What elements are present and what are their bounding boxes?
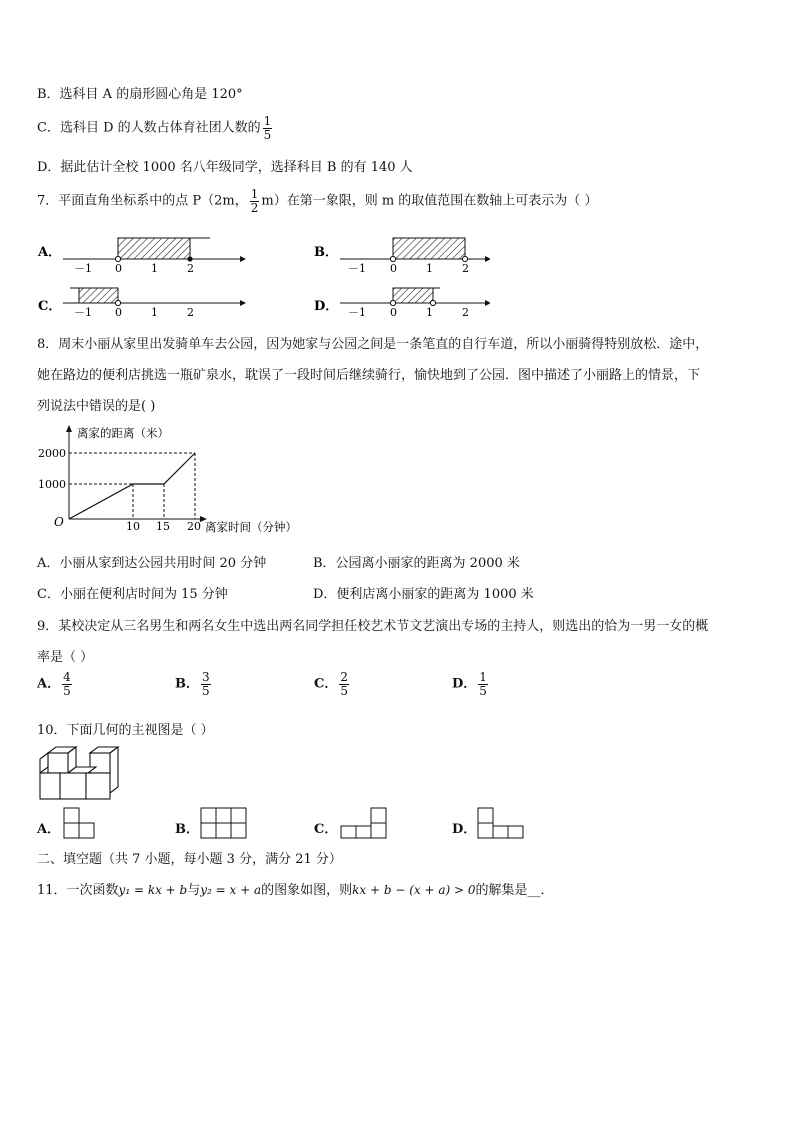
graph-xtick-20: 20 — [187, 520, 201, 533]
svg-text:1: 1 — [426, 306, 433, 319]
q9-option-b-fraction — [201, 671, 211, 697]
graph-x-label: 离家时间（分钟） — [205, 520, 297, 534]
q10-option-d-label: D． — [452, 822, 477, 837]
q6-option-c — [37, 115, 274, 141]
fraction-numerator: 1 — [479, 670, 487, 684]
section-fill-in-heading: 二、填空题（共 7 小题，每小题 3 分，满分 21 分） — [37, 852, 342, 867]
fraction-denominator: 2 — [250, 200, 259, 215]
svg-text:1: 1 — [151, 262, 158, 275]
q7-stem-fraction — [250, 188, 260, 214]
q11-mid: 与 — [187, 883, 201, 898]
fraction-denominator: 5 — [479, 683, 487, 698]
svg-text:1: 1 — [151, 306, 158, 319]
q10-option-d-view — [476, 806, 528, 840]
q9-stem-line2: 率是（ ） — [37, 650, 94, 665]
q8-option-d: D．便利店离小丽家的距离为 1000 米 — [313, 587, 534, 602]
svg-text:2: 2 — [187, 262, 194, 275]
q7-stem-post: m）在第一象限，则 m 的取值范围在数轴上可表示为（ ） — [261, 193, 598, 209]
q9-option-a — [37, 671, 74, 697]
q7-option-d-label: D． — [314, 299, 339, 314]
q10-option-a-view — [62, 806, 96, 840]
q10-option-b-view — [199, 806, 249, 840]
svg-text:0: 0 — [390, 262, 397, 275]
fraction-numerator: 2 — [340, 670, 348, 684]
graph-xtick-10: 10 — [126, 520, 140, 533]
q7-option-c-label: C． — [38, 299, 62, 314]
fraction-denominator: 5 — [263, 127, 272, 142]
q9-option-d-label: D． — [452, 676, 477, 692]
q9-option-b-label: B． — [175, 676, 199, 692]
svg-text:2: 2 — [462, 306, 469, 319]
svg-text:2: 2 — [187, 306, 194, 319]
fraction-denominator: 5 — [202, 683, 210, 698]
fraction-denominator: 5 — [63, 683, 71, 698]
q9-option-b — [175, 671, 213, 697]
svg-text:－1: －1 — [348, 262, 366, 275]
svg-text:0: 0 — [390, 306, 397, 319]
q8-stem-line2: 她在路边的便利店挑选一瓶矿泉水，耽误了一段时间后继续骑行，愉快地到了公园．图中描述了小丽路上的情景，下 — [37, 368, 701, 383]
q7-option-b-label: B． — [314, 245, 338, 260]
fraction-numerator: 1 — [263, 114, 272, 128]
q9-option-a-fraction — [62, 671, 72, 697]
graph-ytick-1000: 1000 — [38, 478, 66, 491]
svg-text:0: 0 — [115, 306, 122, 319]
q6-option-b: B．选科目 A 的扇形圆心角是 120° — [37, 87, 243, 102]
q11-inequality: kx + b − (x + a) > 0 — [352, 883, 476, 897]
svg-text:2: 2 — [462, 262, 469, 275]
q6-option-c-fraction — [263, 115, 273, 141]
q7-number-line-d — [340, 288, 490, 319]
q9-option-d — [452, 671, 490, 697]
graph-origin: O — [54, 515, 64, 529]
graph-y-label: 离家的距离（米） — [77, 426, 169, 440]
q7-number-line-b — [340, 238, 490, 275]
q11-mid2: 的图象如图，则 — [261, 883, 353, 898]
q7-number-lines — [30, 228, 490, 328]
svg-text:－1: －1 — [348, 306, 366, 319]
q8-option-c: C．小丽在便利店时间为 15 分钟 — [37, 587, 228, 602]
q11-function-2: y₂ = x + a — [200, 883, 262, 897]
fraction-denominator: 5 — [340, 683, 348, 698]
q11-pre: 11．一次函数 — [37, 883, 119, 898]
q8-option-b: B．公园离小丽家的距离为 2000 米 — [313, 556, 520, 571]
q10-solid-figure — [38, 745, 120, 803]
q6-option-c-text: C．选科目 D 的人数占体育社团人数的 — [37, 120, 261, 136]
svg-text:－1: －1 — [74, 262, 92, 275]
q8-option-a: A．小丽从家到达公园共用时间 20 分钟 — [37, 556, 267, 571]
q11-post: 的解集是__． — [475, 883, 554, 898]
q10-option-b-label: B． — [175, 822, 199, 837]
q8-distance-time-graph — [32, 423, 332, 538]
q9-option-d-fraction — [478, 671, 488, 697]
q11-stem — [37, 879, 554, 898]
q7-number-line-a — [63, 238, 246, 275]
q9-option-c-label: C． — [314, 676, 338, 692]
q7-stem — [37, 188, 597, 214]
q11-function-1: y₁ = kx + b — [118, 883, 188, 897]
q10-stem: 10．下面几何的主视图是（ ） — [37, 723, 214, 738]
graph-distance-line — [69, 453, 195, 519]
q8-stem-line3: 列说法中错误的是( ) — [37, 399, 156, 414]
q9-option-a-label: A． — [37, 676, 61, 692]
fraction-numerator: 3 — [202, 670, 210, 684]
q8-stem-line1: 8．周末小丽从家里出发骑单车去公园，因为她家与公园之间是一条笔直的自行车道，所以小丽骑得特别放松．途中， — [37, 337, 709, 352]
q6-option-d: D．据此估计全校 1000 名八年级同学，选择科目 B 的有 140 人 — [37, 160, 413, 175]
svg-text:1: 1 — [426, 262, 433, 275]
q9-option-c-fraction — [339, 671, 349, 697]
q10-option-c-label: C． — [314, 822, 338, 837]
q7-number-line-c — [63, 288, 246, 319]
q10-option-c-view — [338, 806, 390, 840]
svg-text:－1: －1 — [74, 306, 92, 319]
graph-xtick-15: 15 — [156, 520, 170, 533]
q7-stem-pre: 7．平面直角坐标系中的点 P（2m， — [37, 193, 248, 209]
svg-text:0: 0 — [115, 262, 122, 275]
q9-option-c — [314, 671, 351, 697]
fraction-numerator: 1 — [250, 187, 259, 201]
graph-ytick-2000: 2000 — [38, 447, 66, 460]
fraction-numerator: 4 — [63, 670, 71, 684]
q9-stem-line1: 9．某校决定从三名男生和两名女生中选出两名同学担任校艺术节文艺演出专场的主持人，则选出的恰为一男一女的概 — [37, 619, 709, 634]
q10-option-a-label: A． — [37, 822, 61, 837]
q7-option-a-label: A． — [38, 245, 62, 260]
